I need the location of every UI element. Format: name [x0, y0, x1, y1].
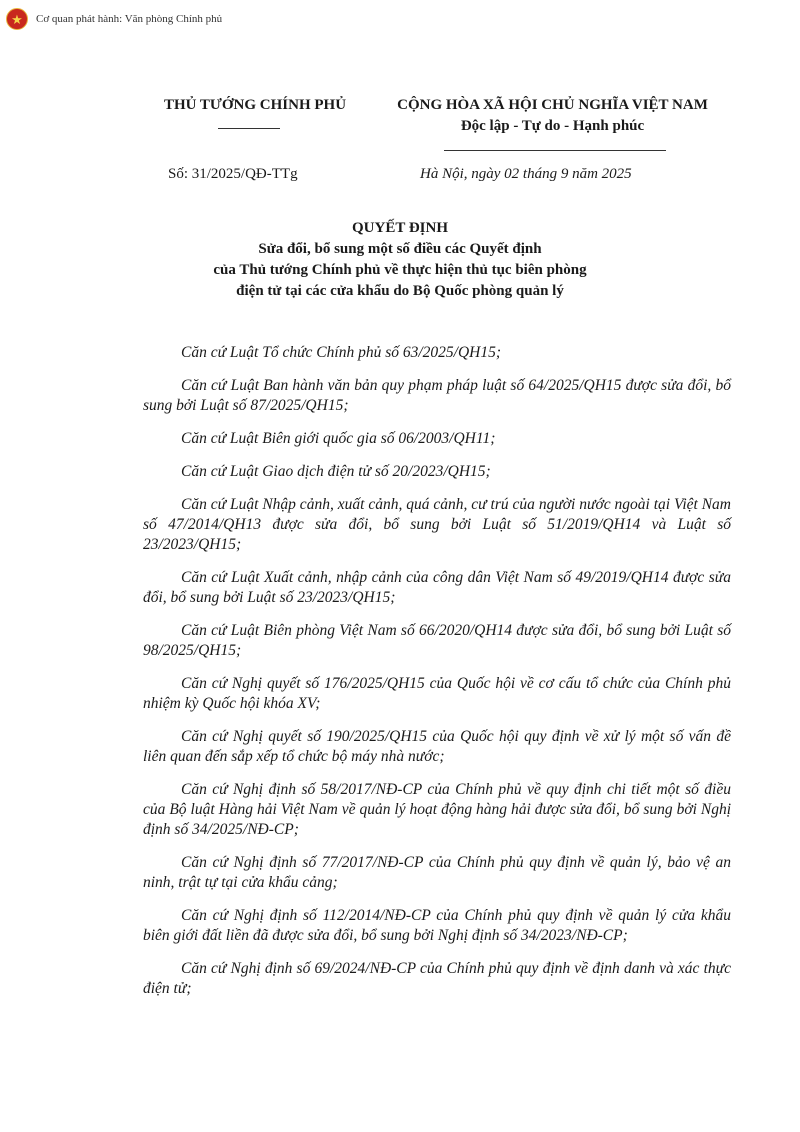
- national-motto: Độc lập - Tự do - Hạnh phúc: [460, 118, 645, 134]
- issuer-bar: [6, 8, 222, 30]
- document-number: Số: 31/2025/QĐ-TTg: [168, 166, 298, 182]
- document-kind: QUYẾT ĐỊNH: [352, 220, 448, 236]
- legal-basis-list: [143, 343, 731, 1012]
- national-emblem-icon: ★: [6, 8, 28, 30]
- legal-basis-item: Căn cứ Nghị định số 58/2017/NĐ-CP của Chính phủ về quy định chi tiết một số điều của Bộ luật Hàng hải Việt Nam về quản lý hoạt động hàng hải được sửa đổi, bổ sung bởi Nghị định số 34/2025/NĐ-CP;: [143, 781, 731, 838]
- state-header: [360, 97, 745, 135]
- title-line: điện tử tại các cửa khẩu do Bộ Quốc phòng quản lý: [236, 283, 564, 299]
- authority-underline: [218, 128, 280, 129]
- legal-basis-item: Căn cứ Luật Biên phòng Việt Nam số 66/2020/QH14 được sửa đổi, bổ sung bởi Luật số 98/2025/QH15;: [143, 622, 731, 659]
- legal-basis-item: Căn cứ Luật Ban hành văn bản quy phạm pháp luật số 64/2025/QH15 được sửa đổi, bổ sung bởi Luật số 87/2025/QH15;: [143, 377, 731, 414]
- legal-basis-item: Căn cứ Luật Tổ chức Chính phủ số 63/2025/QH15;: [181, 344, 502, 361]
- legal-basis-item: Căn cứ Nghị định số 112/2014/NĐ-CP của Chính phủ quy định về quản lý cửa khẩu biên giới đất liền đã được sửa đổi, bổ sung bởi Nghị định số 34/2023/NĐ-CP;: [143, 907, 731, 944]
- place-and-date: Hà Nội, ngày 02 tháng 9 năm 2025: [420, 166, 632, 182]
- legal-basis-item: Căn cứ Luật Xuất cảnh, nhập cảnh của công dân Việt Nam số 49/2019/QH14 được sửa đổi, bổ sung bởi Luật số 23/2023/QH15;: [143, 569, 731, 606]
- legal-basis-item: Căn cứ Nghị quyết số 190/2025/QH15 của Quốc hội quy định về xử lý một số vấn đề liên quan đến sắp xếp tổ chức bộ máy nhà nước;: [143, 728, 731, 765]
- title-line: của Thủ tướng Chính phủ về thực hiện thủ tục biên phòng: [213, 262, 587, 278]
- document-title: [0, 218, 800, 302]
- legal-basis-item: Căn cứ Luật Giao dịch điện tử số 20/2023/QH15;: [181, 463, 491, 480]
- legal-basis-item: Căn cứ Nghị định số 77/2017/NĐ-CP của Chính phủ quy định về quản lý, bảo vệ an ninh, trật tự tại cửa khẩu cảng;: [143, 854, 731, 891]
- title-line: Sửa đổi, bổ sung một số điều các Quyết định: [258, 241, 542, 257]
- issuing-authority: THỦ TƯỚNG CHÍNH PHỦ: [163, 97, 347, 113]
- state-name: CỘNG HÒA XÃ HỘI CHỦ NGHĨA VIỆT NAM: [397, 97, 708, 113]
- legal-basis-item: Căn cứ Luật Nhập cảnh, xuất cảnh, quá cảnh, cư trú của người nước ngoài tại Việt Nam số 47/2014/QH13 được sửa đổi, bổ sung bởi Luật số 51/2019/QH14 và Luật số 23/2023/QH15;: [143, 496, 731, 553]
- motto-underline: [444, 150, 666, 151]
- issuer-label: Cơ quan phát hành: Văn phòng Chính phủ: [36, 13, 223, 25]
- legal-basis-item: Căn cứ Nghị định số 69/2024/NĐ-CP của Chính phủ quy định về định danh và xác thực điện tử;: [143, 960, 731, 997]
- legal-basis-item: Căn cứ Nghị quyết số 176/2025/QH15 của Quốc hội về cơ cấu tổ chức của Chính phủ nhiệm kỳ Quốc hội khóa XV;: [143, 675, 731, 712]
- legal-basis-item: Căn cứ Luật Biên giới quốc gia số 06/2003/QH11;: [181, 430, 496, 447]
